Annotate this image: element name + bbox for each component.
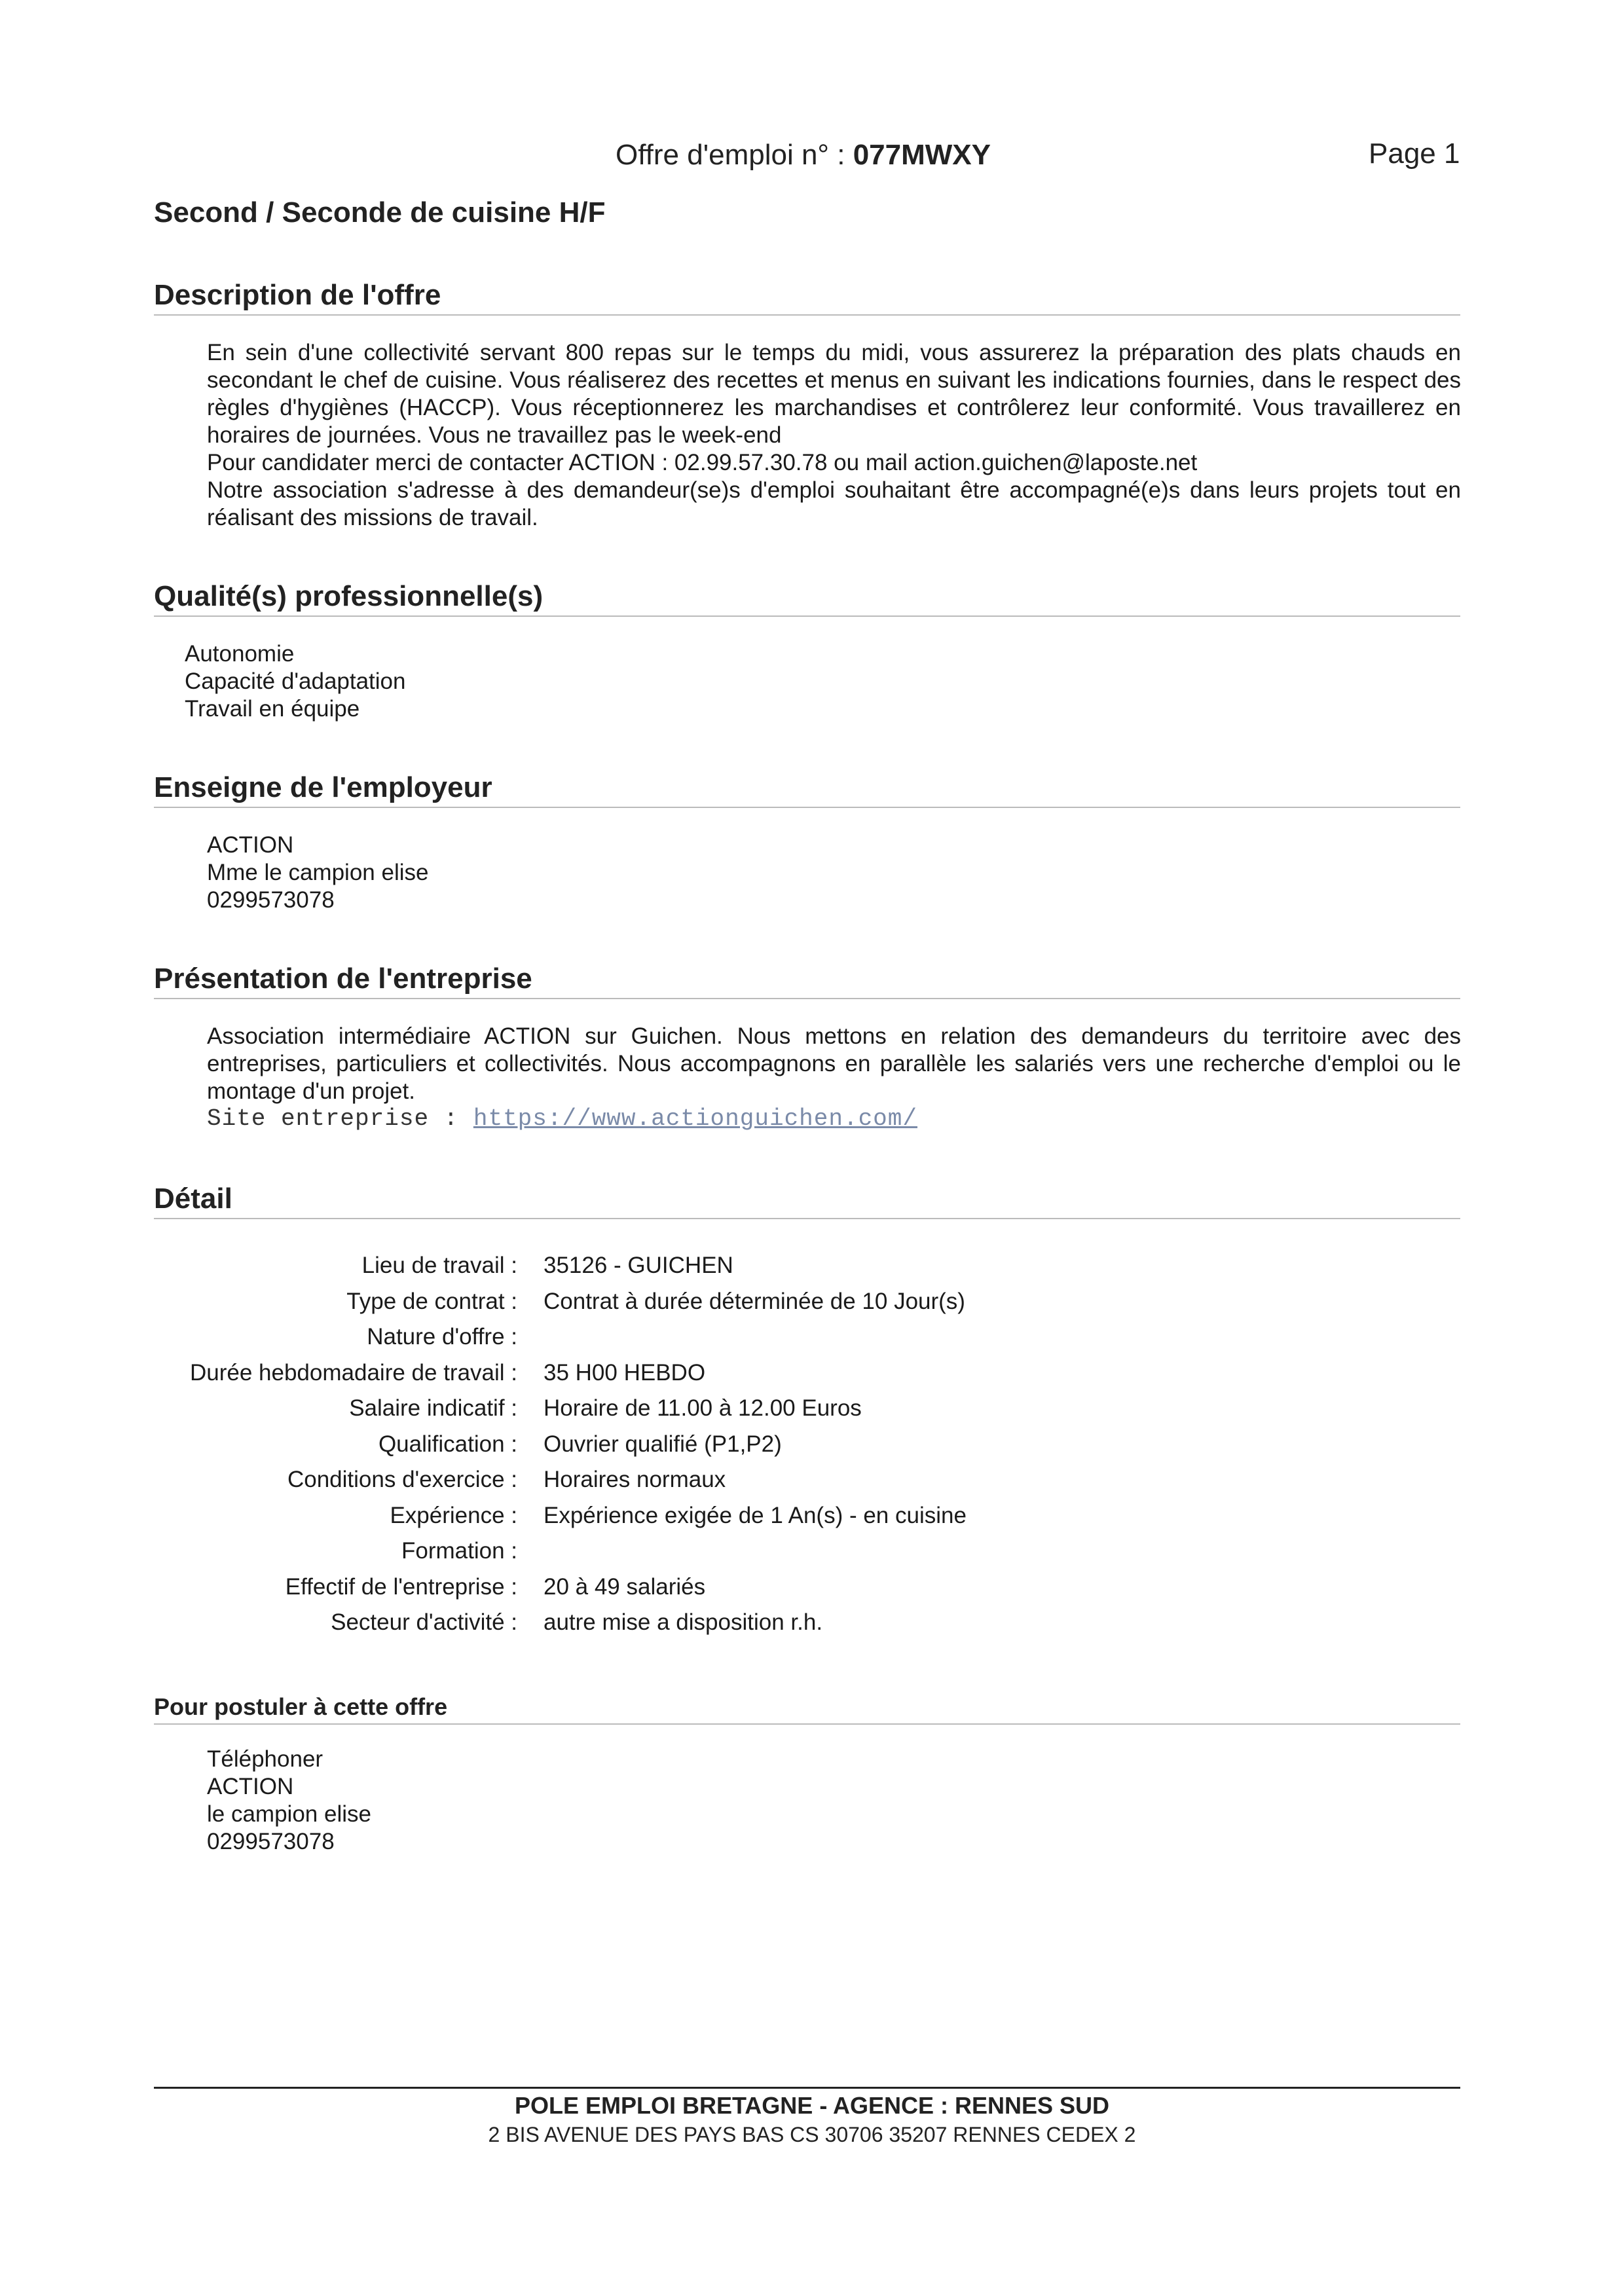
page-number: Page 1 — [1369, 138, 1460, 170]
detail-row — [131, 1427, 967, 1463]
apply-heading-label: Pour postuler à cette offre — [154, 1693, 448, 1720]
detail-row — [131, 1498, 967, 1534]
job-title: Second / Seconde de cuisine H/F — [154, 196, 606, 229]
detail-heading-label: Détail — [154, 1183, 232, 1215]
detail-value: autre mise a disposition r.h. — [544, 1609, 823, 1636]
detail-row — [131, 1284, 967, 1320]
detail-table — [131, 1248, 967, 1641]
section-divider — [154, 615, 1460, 617]
detail-row — [131, 1355, 967, 1391]
apply-company: ACTION — [207, 1774, 294, 1799]
employer-name: ACTION — [207, 832, 294, 858]
detail-value — [544, 1319, 967, 1355]
footer-address: 2 BIS AVENUE DES PAYS BAS CS 30706 35207 RENNES CEDEX 2 — [488, 2123, 1136, 2146]
footer-agency: POLE EMPLOI BRETAGNE - AGENCE : RENNES SUD — [514, 2092, 1110, 2119]
description-paragraph: Pour candidater merci de contacter ACTION : 02.99.57.30.78 ou mail action.guichen@laposte.net — [207, 450, 1198, 475]
description-heading — [154, 279, 1460, 312]
detail-value: 20 à 49 salariés — [544, 1573, 706, 1600]
qualities-heading — [154, 580, 1460, 613]
detail-value — [544, 1533, 967, 1570]
footer-divider — [154, 2087, 1460, 2089]
detail-row — [131, 1570, 967, 1606]
offer-prefix: Offre d'emploi n° : — [616, 139, 853, 171]
employer-info — [207, 832, 428, 914]
description-text — [207, 339, 1461, 532]
detail-label: Lieu de travail : — [361, 1253, 517, 1279]
employer-phone: 0299573078 — [207, 887, 335, 913]
detail-value: Expérience exigée de 1 An(s) - en cuisine — [544, 1502, 967, 1528]
apply-contact: le campion elise — [207, 1801, 371, 1827]
description-paragraph: En sein d'une collectivité servant 800 repas sur le temps du midi, vous assurerez la préparation des plats chauds en secondant le chef de cuisine. Vous réaliserez des recettes et menus en suivant les indications fournies, dans le respect des règles d'hygiènes (HACCP). Vous réceptionnerez les marchandises et contrôlerez leur conformité. Vous travaillerez en horaires de journées. Vous ne travaillez pas le week-end — [207, 340, 1461, 448]
detail-row — [131, 1605, 967, 1641]
detail-heading — [154, 1183, 1460, 1215]
detail-label: Nature d'offre : — [367, 1324, 517, 1350]
section-divider — [154, 1218, 1460, 1219]
section-divider — [154, 807, 1460, 808]
detail-value: 35126 - GUICHEN — [544, 1253, 733, 1279]
detail-label: Conditions d'exercice : — [287, 1467, 517, 1493]
detail-row — [131, 1319, 967, 1355]
detail-value: Horaires normaux — [544, 1467, 726, 1493]
detail-value: Contrat à durée déterminée de 10 Jour(s) — [544, 1288, 965, 1314]
company-site-link[interactable]: https://www.actionguichen.com/ — [473, 1105, 917, 1132]
employer-contact: Mme le campion elise — [207, 860, 429, 885]
offer-number-header — [616, 139, 991, 172]
company-text — [207, 1023, 1461, 1133]
detail-label: Salaire indicatif : — [349, 1395, 517, 1422]
apply-info — [207, 1746, 371, 1856]
company-heading — [154, 963, 1460, 995]
qualities-list — [185, 640, 406, 723]
detail-label: Durée hebdomadaire de travail : — [189, 1359, 517, 1386]
qualities-heading-label: Qualité(s) professionnelle(s) — [154, 580, 544, 612]
quality-item: Capacité d'adaptation — [185, 669, 406, 694]
company-heading-label: Présentation de l'entreprise — [154, 963, 532, 995]
section-divider — [154, 998, 1460, 999]
detail-label: Effectif de l'entreprise : — [285, 1573, 517, 1600]
apply-method: Téléphoner — [207, 1746, 323, 1772]
company-site-label: Site entreprise : — [207, 1105, 473, 1132]
description-heading-label: Description de l'offre — [154, 279, 441, 311]
employer-heading-label: Enseigne de l'employeur — [154, 771, 492, 803]
detail-row — [131, 1391, 967, 1427]
detail-label: Expérience : — [390, 1502, 517, 1528]
detail-value: Ouvrier qualifié (P1,P2) — [544, 1431, 782, 1457]
apply-phone: 0299573078 — [207, 1829, 335, 1854]
apply-heading — [154, 1693, 1460, 1721]
detail-value: Horaire de 11.00 à 12.00 Euros — [544, 1395, 862, 1422]
company-site-line — [207, 1105, 1461, 1133]
offer-number: 077MWXY — [853, 139, 991, 171]
detail-value: 35 H00 HEBDO — [544, 1359, 706, 1386]
section-divider — [154, 1723, 1460, 1725]
detail-row — [131, 1533, 967, 1570]
detail-row — [131, 1462, 967, 1498]
employer-heading — [154, 771, 1460, 804]
company-description: Association intermédiaire ACTION sur Guichen. Nous mettons en relation des demandeurs du territoire avec des entreprises, particuliers et collectivités. Nous accompagnons en parallèle les salariés vers une recherche d'emploi ou le montage d'un projet. — [207, 1023, 1461, 1104]
description-paragraph: Notre association s'adresse à des demandeur(se)s d'emploi souhaitant être accompagné(e)s dans leurs projets tout en réalisant des missions de travail. — [207, 477, 1461, 530]
detail-label: Secteur d'activité : — [331, 1609, 517, 1636]
detail-label: Type de contrat : — [346, 1288, 517, 1314]
quality-item: Travail en équipe — [185, 696, 360, 722]
detail-row — [131, 1248, 967, 1284]
section-divider — [154, 314, 1460, 316]
quality-item: Autonomie — [185, 641, 295, 667]
detail-label: Qualification : — [378, 1431, 517, 1457]
detail-label: Formation : — [401, 1538, 517, 1564]
